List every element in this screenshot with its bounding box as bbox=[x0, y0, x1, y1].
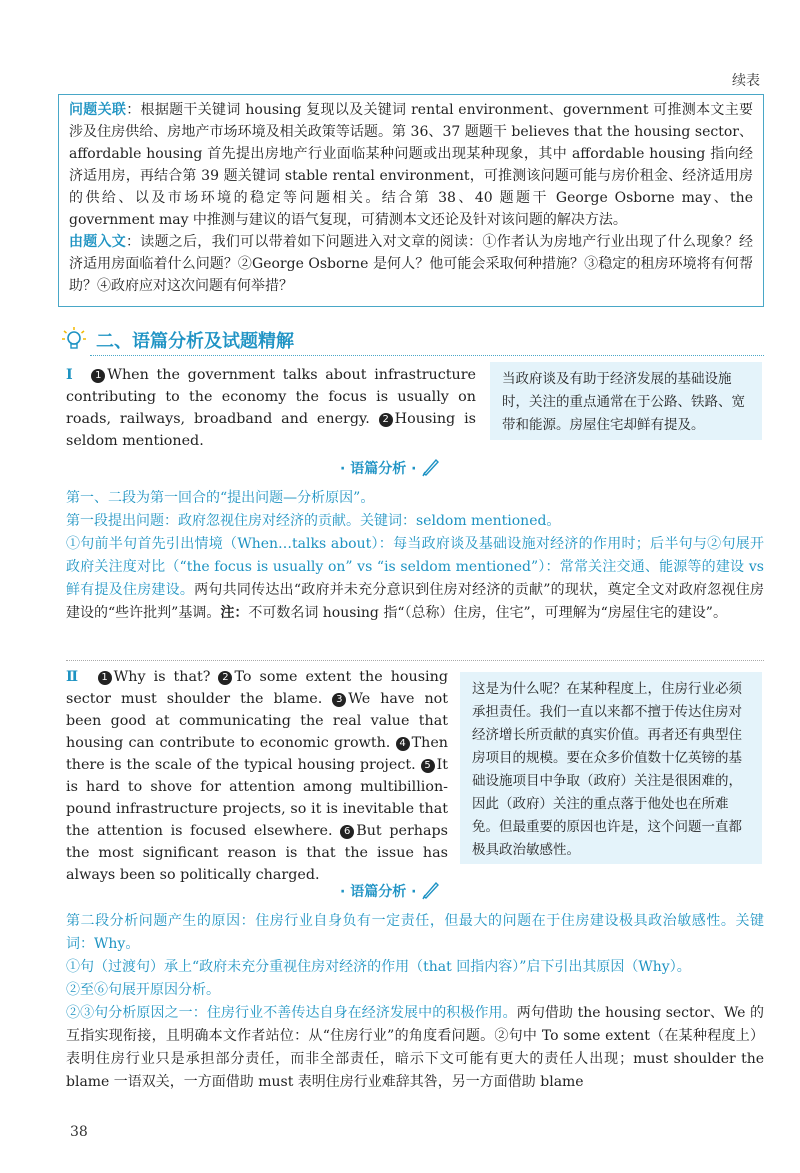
sentence-number: 2 bbox=[218, 671, 232, 685]
sentence-number: 6 bbox=[340, 825, 354, 839]
para2-sentence-4: Then there is the scale of the typical housing project. bbox=[66, 735, 448, 773]
continued-label: 续表 bbox=[732, 73, 760, 89]
para1-roman: Ⅰ bbox=[66, 367, 76, 383]
paragraph-1 bbox=[66, 364, 476, 452]
lightbulb-icon bbox=[60, 326, 88, 354]
page-number: 38 bbox=[70, 1124, 88, 1140]
para2-sentence-3: We have not been good at communicating the real value that housing can contribute to economic growth. bbox=[66, 691, 449, 751]
para2-sentence-6: But perhaps the most significant reason is that the issue has always been so politically charged. bbox=[66, 823, 448, 883]
para2-roman: Ⅱ bbox=[66, 669, 82, 685]
para1-sentence-1: When the government talks about infrastructure contributing to the economy the focus is usually on roads, railways, broadband and energy. bbox=[66, 367, 476, 427]
intro-label-question-link: 问题关联 bbox=[69, 102, 127, 118]
analysis-2-line-4: ②③句分析原因之一：住房行业不善传达自身在经济发展中的积极作用。两句借助 the housing sector、We 的互指实现衔接，且明确本文作者站位：从“住房行业”的角度看问题。②句中 To some extent（在某种程度上）表明住房行业只是承担部分责任，而非全部责任，暗示下文可能有更大的责任人出现；must shoulder the blame 一语双关，一方面借助 must 表明住房行业难辞其咎，另一方面借助 blame bbox=[66, 1005, 765, 1090]
pen-icon bbox=[421, 457, 441, 477]
intro-box bbox=[58, 94, 764, 307]
intro-label-into-text: 由题入文 bbox=[69, 234, 127, 250]
para1-translation: 当政府谈及有助于经济发展的基础设施时，关注的重点通常在于公路、铁路、宽带和能源。房屋住宅却鲜有提及。 bbox=[490, 362, 762, 440]
analysis-1-line-2: 第一段提出问题：政府忽视住房对经济的贡献。关键词：seldom mentioned。 bbox=[66, 513, 561, 529]
section-title: 二、语篇分析及试题精解 bbox=[96, 331, 294, 352]
sentence-number: 4 bbox=[396, 737, 410, 751]
analysis-tag-1 bbox=[340, 457, 441, 479]
intro-text-into-text: ：读题之后，我们可以带着如下问题进入对文章的阅读：①作者认为房地产行业出现了什么现象？经济适用房面临着什么问题？②George Osborne 是何人？他可能会采取何种措施？③稳定的租房环境将有何帮助？④政府应对这次问题有何举措？ bbox=[69, 234, 754, 294]
analysis-tag-2 bbox=[340, 880, 441, 902]
para2-sentence-5: It is hard to shove for attention among multibillion-pound infrastructure projects, so it is inevitable that the attention is focused elsewhere. bbox=[66, 757, 448, 839]
para2-sentence-2: To some extent the housing sector must shoulder the blame. bbox=[66, 669, 448, 707]
sentence-number: 5 bbox=[421, 759, 435, 773]
heading-divider bbox=[90, 355, 764, 356]
section-divider bbox=[66, 660, 764, 661]
analysis-tag-2-text: · 语篇分析 · bbox=[340, 884, 417, 900]
analysis-2-line-3: ②至⑥句展开原因分析。 bbox=[66, 982, 220, 998]
sentence-number: 1 bbox=[91, 369, 105, 383]
sentence-number: 1 bbox=[98, 671, 112, 685]
sentence-number: 3 bbox=[332, 693, 346, 707]
analysis-tag-1-text: · 语篇分析 · bbox=[340, 461, 417, 477]
paragraph-2 bbox=[66, 666, 448, 886]
analysis-2-line-1: 第二段分析问题产生的原因：住房行业自身负有一定责任，但最大的问题在于住房建设极具政治敏感性。关键词：Why。 bbox=[66, 913, 764, 952]
analysis-1-line-3: ①句前半句首先引出情境（When…talks about）：每当政府谈及基础设施对经济的作用时；后半句与②句展开政府关注度对比（“the focus is usually on” vs “is seldom mentioned”）：常常关注交通、能源等的建设 vs 鲜有提及住房建设。两句共同传达出“政府并未充分意识到住房对经济的贡献”的现状，奠定全文对政府忽视住房建设的“些许批判”基调。注：不可数名词 housing 指“（总称）住房，住宅”，可理解为“房屋住宅的建设”。 bbox=[66, 536, 765, 621]
sentence-number: 2 bbox=[379, 413, 393, 427]
analysis-2-line-2: ①句（过渡句）承上“政府未充分重视住房对经济的作用（that 回指内容）”启下引出其原因（Why）。 bbox=[66, 959, 691, 975]
para2-translation: 这是为什么呢？在某种程度上，住房行业必须承担责任。我们一直以来都不擅于传达住房对经济增长所贡献的真实价值。再者还有典型住房项目的规模。要在众多价值数十亿英镑的基础设施项目中争取（政府）关注是很困难的，因此（政府）关注的重点落于他处也在所难免。但最重要的原因也许是，这个问题一直都极具政治敏感性。 bbox=[460, 672, 762, 864]
para1-sentence-2: Housing is seldom mentioned. bbox=[66, 411, 476, 449]
analysis-2 bbox=[66, 910, 764, 1094]
intro-text-question-link: ：根据题干关键词 housing 复现以及关键词 rental environment、government 可推测本文主要涉及住房供给、房地产市场环境及相关政策等话题。第 36、37 题题干 believes that the housing sector、affordable housing 首先提出房地产行业面临某种问题或出现某种现象，其中 affordable housing 指向经济适用房，再结合第 39 题关键词 stable rental environment，可推测该问题可能与房价租金、经济适用房的供给、以及市场环境的稳定等问题相关。结合第 38、40 题题干 George Osborne may、the government may 中推测与建议的语气复现，可猜测本文还论及针对该问题的解决方法。 bbox=[69, 102, 754, 228]
analysis-1-line-1: 第一、二段为第一回合的“提出问题—分析原因”。 bbox=[66, 490, 375, 506]
section-heading bbox=[60, 326, 764, 356]
pen-icon bbox=[421, 880, 441, 900]
para2-sentence-1: Why is that? bbox=[113, 669, 211, 685]
analysis-1 bbox=[66, 487, 764, 625]
